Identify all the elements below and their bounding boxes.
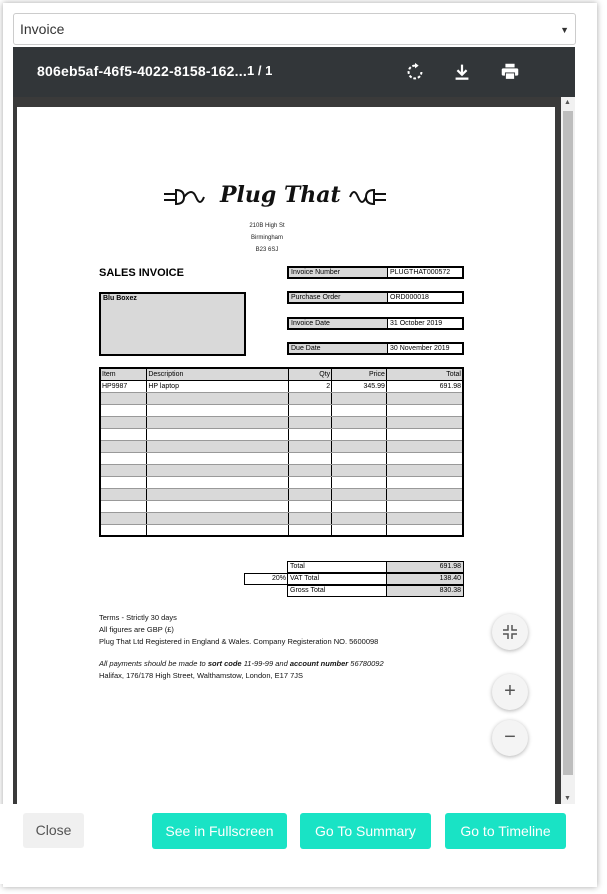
address-line-2: Birmingham	[250, 235, 283, 241]
terms-line: All figures are GBP (£)	[99, 625, 174, 634]
terms-line: Terms - Strictly 30 days	[99, 613, 177, 622]
table-cell-empty	[100, 464, 147, 476]
table-cell-empty	[147, 428, 289, 440]
table-cell-empty	[147, 476, 289, 488]
table-cell-empty	[289, 440, 332, 452]
column-header: Description	[147, 368, 289, 380]
account-label: account number	[289, 659, 349, 668]
column-header: Total	[386, 368, 463, 380]
table-row-empty	[100, 512, 463, 524]
table-row-empty	[100, 416, 463, 428]
table-header-row	[100, 368, 463, 380]
table-row-empty	[100, 452, 463, 464]
gross-total-row	[287, 585, 464, 597]
table-cell-empty	[332, 452, 387, 464]
zoom-in-button[interactable]	[492, 674, 528, 710]
page-indicator: 1 / 1	[247, 63, 273, 78]
table-row-empty	[100, 440, 463, 452]
pdf-viewer	[13, 47, 575, 804]
table-cell-empty	[100, 512, 147, 524]
document-type-select[interactable]	[13, 13, 576, 45]
rotate-icon[interactable]	[404, 61, 426, 83]
meta-label: Due Date	[291, 345, 321, 352]
table-cell-empty	[386, 392, 463, 404]
table-cell-empty	[332, 428, 387, 440]
line-items-table	[99, 367, 464, 537]
table-cell-empty	[147, 416, 289, 428]
scroll-down-icon[interactable]: ▼	[564, 795, 571, 802]
table-cell-empty	[147, 392, 289, 404]
table-cell-empty	[386, 488, 463, 500]
table-row-empty	[100, 428, 463, 440]
table-cell-empty	[289, 464, 332, 476]
select-value: Invoice	[20, 21, 65, 37]
vat-rate: 20%	[244, 573, 288, 585]
column-header: Item	[100, 368, 147, 380]
column-header: Qty	[289, 368, 332, 380]
table-cell-empty	[147, 488, 289, 500]
purchase-order-row	[287, 291, 464, 304]
table-cell-empty	[332, 392, 387, 404]
table-row-empty	[100, 476, 463, 488]
table-cell-empty	[289, 404, 332, 416]
table-row-empty	[100, 464, 463, 476]
table-cell-empty	[332, 464, 387, 476]
table-cell-empty	[386, 512, 463, 524]
viewer-scrollbar[interactable]	[561, 97, 575, 804]
table-cell-empty	[147, 524, 289, 536]
bill-to-box	[99, 292, 246, 356]
invoice-date-row	[287, 317, 464, 330]
table-cell-empty	[289, 452, 332, 464]
table-cell-empty	[289, 500, 332, 512]
table-cell-empty	[289, 476, 332, 488]
table-cell-empty	[332, 524, 387, 536]
invoice-number-row	[287, 266, 464, 279]
total-row	[287, 561, 464, 573]
print-icon[interactable]	[499, 61, 521, 83]
table-cell-empty	[386, 476, 463, 488]
item-total: 691.98	[386, 380, 463, 392]
invoice-page	[17, 107, 555, 804]
table-cell-empty	[332, 416, 387, 428]
table-cell-empty	[100, 476, 147, 488]
table-cell-empty	[386, 416, 463, 428]
meta-value: 30 November 2019	[387, 344, 462, 353]
sort-code: 11-99-99 and	[243, 659, 288, 668]
vat-total-row	[287, 573, 464, 585]
table-row-empty	[100, 404, 463, 416]
total-label: Gross Total	[290, 587, 326, 594]
bank-address: Halifax, 176/178 High Street, Walthamstow, London, E17 7JS	[99, 671, 304, 680]
file-name: 806eb5af-46f5-4022-8158-162...	[37, 63, 247, 79]
account-number: 56780092	[350, 659, 384, 668]
table-cell-empty	[289, 524, 332, 536]
column-header: Price	[332, 368, 387, 380]
table-row-empty	[100, 488, 463, 500]
table-cell-empty	[147, 440, 289, 452]
close-button[interactable]: Close	[23, 813, 84, 848]
table-cell-empty	[289, 512, 332, 524]
scrollbar-thumb[interactable]	[563, 111, 573, 775]
table-row-empty	[100, 524, 463, 536]
meta-value: PLUGTHAT000572	[387, 268, 462, 277]
table-cell-empty	[100, 416, 147, 428]
table-cell-empty	[386, 452, 463, 464]
table-cell-empty	[386, 524, 463, 536]
scroll-up-icon[interactable]: ▲	[564, 99, 571, 106]
total-value: 138.40	[386, 574, 463, 584]
download-icon[interactable]	[451, 61, 473, 83]
table-cell-empty	[386, 440, 463, 452]
plus-icon: +	[504, 680, 516, 702]
table-cell-empty	[332, 440, 387, 452]
table-row-empty	[100, 392, 463, 404]
table-row	[100, 380, 463, 392]
table-cell-empty	[100, 524, 147, 536]
table-cell-empty	[332, 488, 387, 500]
table-cell-empty	[289, 428, 332, 440]
invoice-title: SALES INVOICE	[99, 267, 184, 279]
table-cell-empty	[100, 500, 147, 512]
meta-label: Invoice Number	[291, 269, 341, 276]
address-line-1: 210B High St	[249, 223, 285, 229]
table-cell-empty	[289, 392, 332, 404]
table-cell-empty	[386, 404, 463, 416]
table-row-empty	[100, 500, 463, 512]
table-cell-empty	[100, 488, 147, 500]
item-description: HP laptop	[147, 380, 289, 392]
table-cell-empty	[386, 464, 463, 476]
table-cell-empty	[332, 404, 387, 416]
address-line-3: B23 6SJ	[255, 247, 279, 253]
table-cell-empty	[100, 428, 147, 440]
table-cell-empty	[289, 416, 332, 428]
payment-prefix: All payments should be made to	[99, 659, 206, 668]
table-cell-empty	[147, 452, 289, 464]
minus-icon: −	[504, 726, 516, 748]
table-cell-empty	[289, 488, 332, 500]
table-cell-empty	[386, 428, 463, 440]
item-qty: 2	[289, 380, 332, 392]
collapse-icon	[502, 624, 518, 640]
meta-value: 31 October 2019	[387, 319, 462, 328]
total-value: 691.98	[386, 562, 463, 572]
table-cell-empty	[147, 512, 289, 524]
company-name: Plug That	[220, 182, 341, 208]
bill-to-name: Blu Boxez	[103, 295, 137, 302]
table-cell-empty	[332, 500, 387, 512]
meta-value: ORD000018	[387, 293, 462, 302]
table-cell-empty	[147, 500, 289, 512]
table-cell-empty	[386, 500, 463, 512]
fit-to-page-button[interactable]	[492, 614, 528, 650]
sort-code-label: sort code	[207, 659, 242, 668]
go-to-summary-button[interactable]: Go To Summary	[300, 813, 431, 849]
fullscreen-button[interactable]: See in Fullscreen	[152, 813, 287, 849]
table-cell-empty	[100, 452, 147, 464]
table-cell-empty	[332, 476, 387, 488]
terms-line: Plug That Ltd Registered in England & Wales. Company Registeration NO. 5600098	[99, 637, 379, 646]
total-label: VAT Total	[290, 575, 320, 582]
zoom-out-button[interactable]	[492, 720, 528, 756]
due-date-row	[287, 342, 464, 355]
item-price: 345.99	[332, 380, 387, 392]
company-logo	[162, 182, 392, 212]
meta-label: Invoice Date	[291, 320, 330, 327]
chevron-down-icon: ▼	[560, 25, 569, 35]
table-cell-empty	[100, 440, 147, 452]
meta-label: Purchase Order	[291, 294, 341, 301]
item-code: HP9987	[100, 380, 147, 392]
total-label: Total	[290, 563, 305, 570]
total-value: 830.38	[386, 586, 463, 596]
table-cell-empty	[332, 512, 387, 524]
payment-instructions	[99, 659, 384, 668]
go-to-timeline-button[interactable]: Go to Timeline	[445, 813, 566, 849]
viewer-toolbar	[13, 47, 575, 97]
table-cell-empty	[147, 464, 289, 476]
table-cell-empty	[147, 404, 289, 416]
table-cell-empty	[100, 392, 147, 404]
table-cell-empty	[100, 404, 147, 416]
